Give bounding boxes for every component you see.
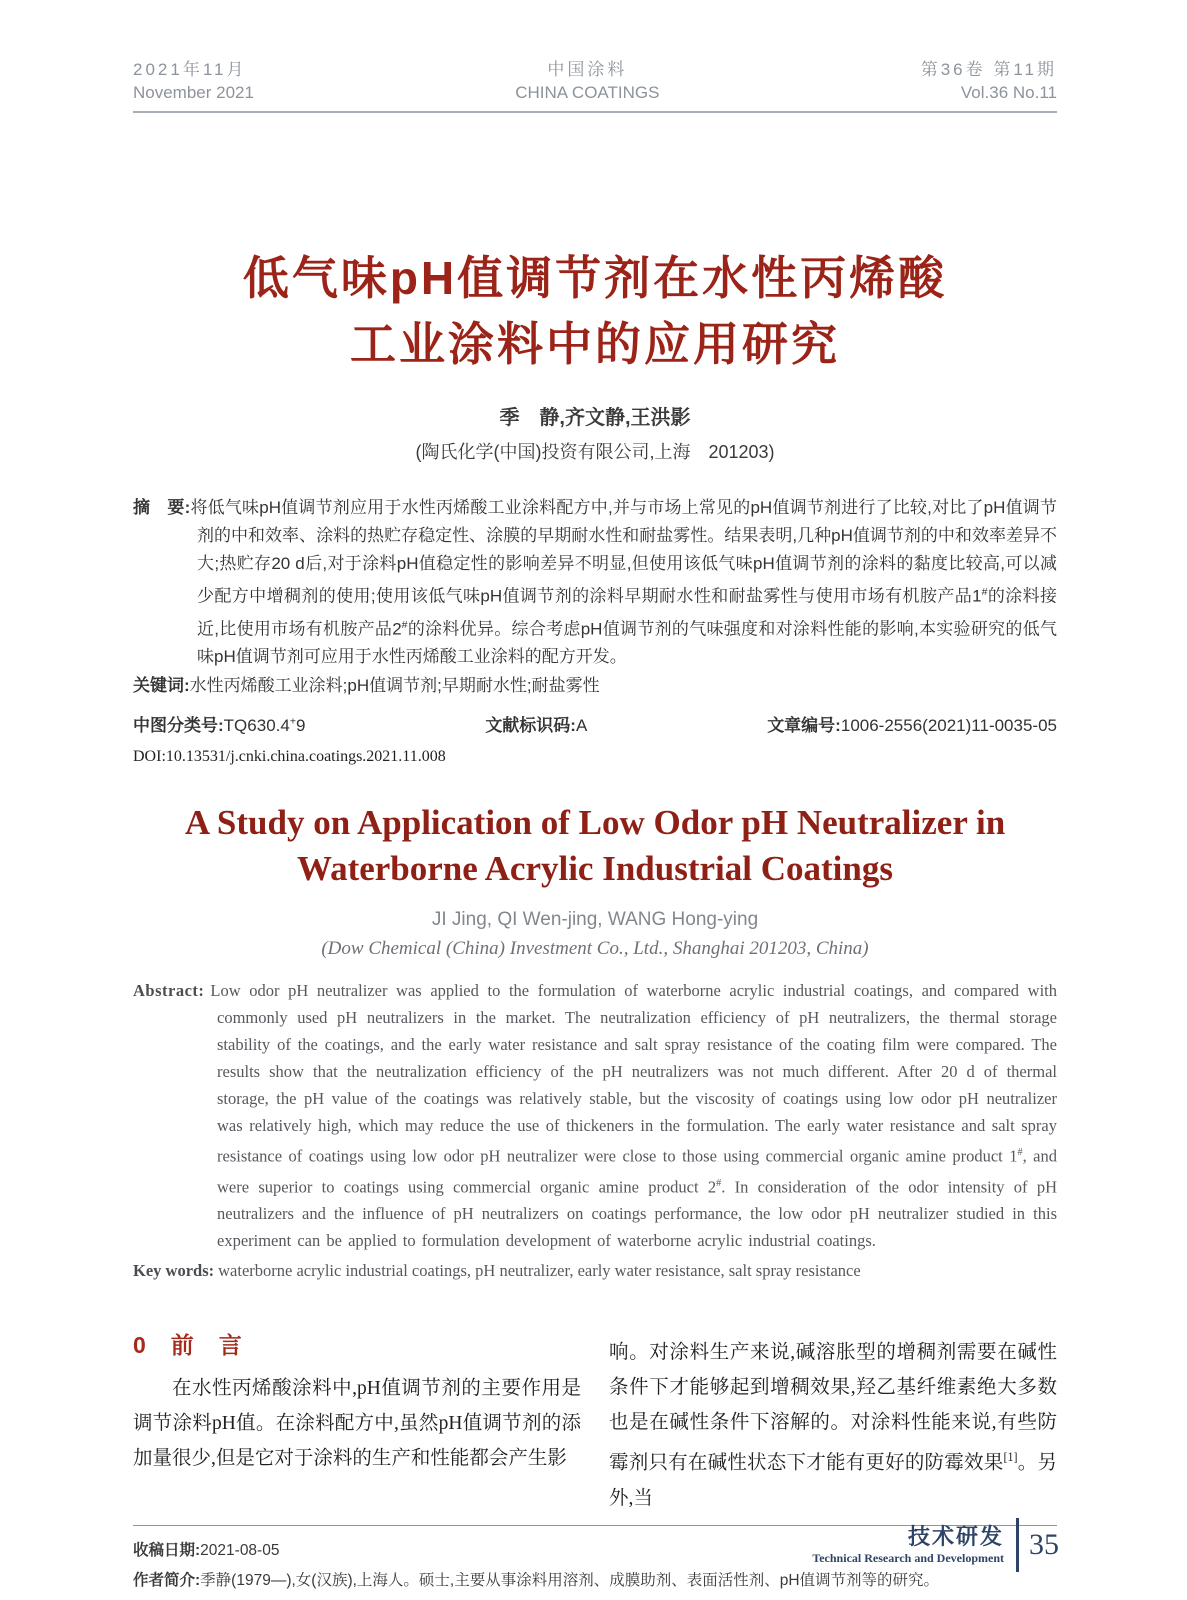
abstract-en-sup-2: # (716, 1177, 722, 1189)
received-date-value: 2021-08-05 (200, 1541, 280, 1559)
keywords-cn-text: 水性丙烯酸工业涂料;pH值调节剂;早期耐水性;耐盐雾性 (189, 676, 600, 696)
clc-sup: + (289, 715, 296, 728)
keywords-cn (133, 672, 1057, 700)
document-code-value: A (575, 716, 588, 736)
header-issue-date (133, 58, 254, 104)
doi: DOI:10.13531/j.cnki.china.coatings.2021.11.008 (133, 748, 446, 766)
author-bio-label: 作者简介: (133, 1571, 201, 1589)
body-column-right (609, 1330, 1057, 1516)
article-title-cn (133, 245, 1057, 377)
footer-section-title (812, 1524, 1004, 1566)
journal-name-en: CHINA COATINGS (515, 83, 660, 102)
affiliation-cn: (陶氏化学(中国)投资有限公司,上海 201203) (415, 442, 775, 462)
body-columns (133, 1330, 1057, 1516)
affiliation-en: (Dow Chemical (China) Investment Co., Ltd., Shanghai 201203, China) (321, 938, 869, 960)
volume-issue-en: Vol.36 No.11 (960, 83, 1057, 102)
article-id-label: 文章编号: (767, 716, 841, 736)
article-meta-row (133, 711, 1057, 736)
keywords-cn-label: 关键词: (133, 676, 190, 696)
volume-issue-cn: 第36卷 第11期 (920, 60, 1057, 79)
article-title-en-line2: Waterborne Acrylic Industrial Coatings (297, 849, 893, 889)
section-0-right-text-2: 。另外,当 (609, 1452, 1057, 1509)
body-column-left (133, 1330, 581, 1516)
footer-vertical-divider (1016, 1518, 1019, 1572)
keywords-en (133, 1258, 1057, 1284)
authors-cn: 季 静,齐文静,王洪影 (499, 407, 691, 429)
section-0-paragraph-right (609, 1335, 1057, 1516)
page-number: 35 (1029, 1528, 1059, 1561)
article-title-cn-line1: 低气味pH值调节剂在水性丙烯酸 (242, 252, 948, 304)
header-date-cn: 2021年11月 (133, 60, 247, 79)
header-journal-name (515, 58, 659, 104)
abstract-cn-text-2: 的涂料接近,比使用市场有机胺产品2 (197, 586, 1057, 639)
keywords-en-text: waterborne acrylic industrial coatings, pH neutralizer, early water resistance, salt spray resistance (218, 1261, 861, 1281)
abstract-en-text-1: Low odor pH neutralizer was applied to the formulation of waterborne acrylic industrial coatings, and compared with commonly used pH neutralizers in the market. The neutralization efficiency of pH neutralizers, the thermal storage stability of the coatings, and the early water resistance and salt spray resistance of the coating film were compared. The results show that the neutralization efficiency of the pH neutralizers was not much different. After 20 d of thermal storage, the pH value of the coatings was relatively stable, but the viscosity of coatings using low odor pH neutralizer was relatively high, which may reduce the use of thickeners in the formulation. The early water resistance and salt spray resistance of coatings using low odor pH neutralizer were close to those using commercial organic amine product 1 (210, 981, 1057, 1166)
header-divider (133, 111, 1057, 113)
abstract-en-text-3: . In consideration of the odor intensity of pH neutralizers and the influence of pH neutralizers on coatings performance, the low odor pH neutralizer studied in this experiment can be applied to formulation development of waterborne acrylic industrial coatings. (217, 1177, 1057, 1251)
document-code-label: 文献标识码: (485, 716, 576, 736)
footer-section-banner (812, 1518, 1059, 1572)
footer-section-title-en: Technical Research and Development (812, 1551, 1004, 1565)
abstract-cn-text-1: 将低气味pH值调节剂应用于水性丙烯酸工业涂料配方中,并与市场上常见的pH值调节剂进行了比较,对比了pH值调节剂的中和效率、涂料的热贮存稳定性、涂膜的早期耐水性和耐盐雾性。结果表明,几种pH值调节剂的中和效率差异不大;热贮存20 d后,对于涂料pH值稳定性的影响差异不明显,但使用该低气味pH值调节剂的涂料的黏度比较高,可以减少配方中增稠剂的使用;使用该低气味pH值调节剂的涂料早期耐水性和耐盐雾性与使用市场有机胺产品1 (190, 498, 1057, 606)
abstract-cn-sup-2: # (401, 618, 408, 631)
abstract-en-sup-1: # (1017, 1147, 1023, 1159)
journal-name-cn: 中国涂料 (547, 60, 628, 79)
reference-1-marker: [1] (1003, 1450, 1018, 1465)
article-id-value: 1006-2556(2021)11-0035-05 (840, 716, 1057, 736)
keywords-en-label: Key words: (133, 1261, 215, 1281)
abstract-en-label: Abstract: (133, 981, 205, 1001)
abstract-en (133, 977, 1057, 1254)
section-0-paragraph-left: 在水性丙烯酸涂料中,pH值调节剂的主要作用是调节涂料pH值。在涂料配方中,虽然pH值调节剂的添加量很少,但是它对于涂料的生产和性能都会产生影 (133, 1378, 581, 1470)
abstract-cn (133, 494, 1057, 671)
header-date-en: November 2021 (133, 83, 254, 102)
article-title-en (133, 800, 1057, 892)
document-code (485, 711, 587, 736)
clc-value: TQ630.4 (223, 716, 290, 736)
footer-section-title-cn: 技术研发 (907, 1524, 1004, 1549)
abstract-cn-text-3: 的涂料优异。综合考虑pH值调节剂的气味强度和对涂料性能的影响,本实验研究的低气味pH值调节剂可应用于水性丙烯酸工业涂料的配方开发。 (197, 619, 1058, 667)
journal-header (133, 58, 1057, 104)
author-bio-value: 季静(1979—),女(汉族),上海人。硕士,主要从事涂料用溶剂、成膜助剂、表面活性剂、pH值调节剂等的研究。 (200, 1571, 940, 1589)
abstract-cn-label: 摘 要: (133, 498, 191, 517)
received-date-label: 收稿日期: (133, 1541, 201, 1559)
header-volume-issue (921, 58, 1057, 104)
section-0-right-text-1: 响。对涂料生产来说,碱溶胀型的增稠剂需要在碱性条件下才能够起到增稠效果,羟乙基纤维素绝大多数也是在碱性条件下溶解的。对涂料性能来说,有些防霉剂只有在碱性状态下才能有更好的防霉效果 (609, 1342, 1057, 1474)
article-title-en-line1: A Study on Application of Low Odor pH Neutralizer in (184, 803, 1006, 843)
clc-label: 中图分类号: (133, 716, 224, 736)
clc-post: 9 (295, 716, 306, 736)
section-0-heading: 0 前 言 (133, 1332, 243, 1359)
clc-number (133, 711, 305, 736)
abstract-en-text-2: , and were superior to coatings using commercial organic amine product 2 (217, 1146, 1057, 1197)
authors-en: JI Jing, QI Wen-jing, WANG Hong-ying (431, 909, 759, 931)
article-id (767, 711, 1057, 736)
abstract-cn-sup-1: # (981, 586, 988, 598)
article-title-cn-line2: 工业涂料中的应用研究 (350, 318, 840, 370)
